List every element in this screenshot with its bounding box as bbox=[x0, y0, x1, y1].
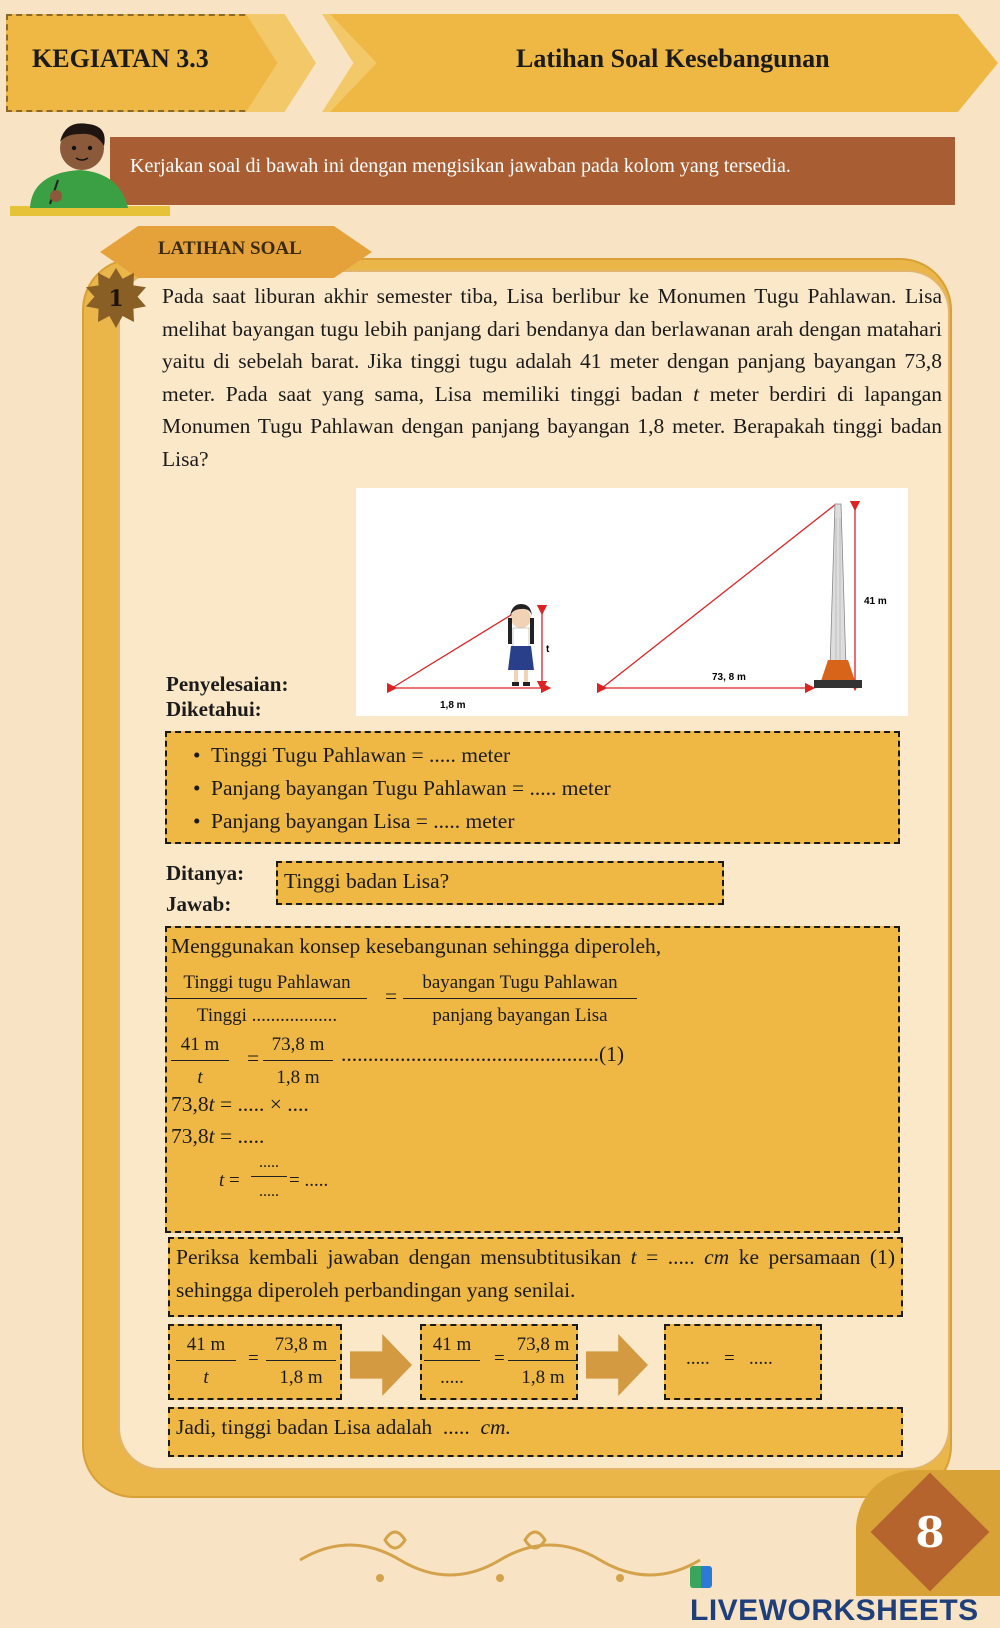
t-solution-fraction[interactable] bbox=[251, 1154, 287, 1201]
girl-sun-ray bbox=[392, 612, 516, 688]
check-text-a: Periksa kembali jawaban dengan mensubtitusikan bbox=[176, 1245, 631, 1269]
fraction-denominator: t bbox=[197, 1067, 203, 1088]
simplified-line[interactable] bbox=[171, 1124, 264, 1149]
known-item-lisa-shadow[interactable]: • Panjang bayangan Lisa = ..... meter bbox=[193, 805, 898, 838]
fraction-numerator: 41 m bbox=[171, 1034, 229, 1061]
rhs: = ..... bbox=[214, 1124, 265, 1148]
section-tag-label: LATIHAN SOAL bbox=[158, 238, 302, 259]
tugu-shadow-label: 73, 8 m bbox=[712, 672, 746, 683]
fraction-denominator[interactable]: Tinggi .................. bbox=[196, 1005, 338, 1026]
fraction-denominator: 1,8 m bbox=[521, 1367, 565, 1388]
fraction-denominator: t bbox=[203, 1367, 209, 1388]
girl-shadow-label: 1,8 m bbox=[440, 700, 466, 711]
conclusion-unit: cm. bbox=[480, 1415, 511, 1439]
known-box bbox=[165, 731, 900, 844]
tugu-sun-ray bbox=[602, 504, 836, 688]
question-text-part2: meter berdiri di lapangan Monumen Tugu Pahlawan dengan panjang bayangan 1,8 meter. Berapakah tinggi badan Lisa? bbox=[162, 381, 943, 471]
step-result-ratio[interactable] bbox=[664, 1324, 822, 1400]
answer-box bbox=[165, 926, 900, 1233]
cross-multiply-line[interactable] bbox=[171, 1092, 309, 1117]
fraction-numerator: Tinggi tugu Pahlawan bbox=[167, 972, 367, 999]
penyelesaian-label: Penyelesaian: bbox=[166, 672, 289, 696]
t-solution-lhs bbox=[219, 1170, 240, 1192]
answer-intro: Menggunakan konsep kesebangunan sehingga diperoleh, bbox=[171, 934, 662, 958]
fraction-denominator: 1,8 m bbox=[279, 1367, 323, 1388]
variable: t bbox=[208, 1092, 215, 1116]
fraction-denominator[interactable]: ..... bbox=[259, 1183, 279, 1200]
ratio-41-t-fraction bbox=[171, 1034, 229, 1089]
question-number: 1 bbox=[108, 286, 124, 312]
equation-reference: ................................................(1) bbox=[341, 1042, 625, 1066]
diketahui-label: Diketahui: bbox=[166, 697, 262, 721]
question-variable: t bbox=[693, 381, 700, 406]
liveworksheets-icon bbox=[690, 1566, 712, 1588]
question-text-part1: Pada saat liburan akhir semester tiba, Lisa berlibur ke Monumen Tugu Pahlawan. Lisa melihat bayangan tugu lebih panjang dari bendanya dan berlawanan arah dengan matahari yaitu di sebelah barat. Jika tinggi tugu adalah 41 meter dengan panjang bayangan 73,8 meter. Pada saat yang sama, Lisa memiliki tinggi badan bbox=[162, 284, 942, 406]
equals-sign: = bbox=[385, 984, 398, 1008]
check-text-c: ke persamaan (1) sehingga diperoleh perbandingan yang senilai. bbox=[176, 1245, 895, 1302]
student-writing-icon bbox=[10, 118, 170, 224]
rhs: = ..... × .... bbox=[214, 1092, 309, 1116]
shadow-diagram bbox=[356, 488, 908, 716]
step-original-ratio bbox=[168, 1324, 342, 1400]
check-variable: t bbox=[630, 1245, 637, 1269]
ratio-height-fraction bbox=[167, 972, 367, 1027]
verification-box bbox=[168, 1237, 903, 1317]
conclusion-text[interactable]: Jadi, tinggi badan Lisa adalah ..... bbox=[176, 1415, 481, 1439]
asked-box: Tinggi badan Lisa? bbox=[276, 861, 724, 905]
equals: = bbox=[224, 1170, 240, 1191]
fraction-denominator: panjang bayangan Lisa bbox=[432, 1005, 608, 1026]
instruction-bar bbox=[110, 137, 955, 205]
instruction-text: Kerjakan soal di bawah ini dengan mengisikan jawaban pada kolom yang tersedia. bbox=[130, 155, 791, 177]
ditanya-label: Ditanya: bbox=[166, 861, 245, 885]
question-text bbox=[162, 280, 942, 475]
step-substituted-ratio bbox=[420, 1324, 578, 1400]
girl-figure bbox=[508, 604, 534, 686]
equals-sign: = bbox=[247, 1046, 260, 1070]
ratio-shadow-fraction bbox=[403, 972, 637, 1027]
jawab-label: Jawab: bbox=[166, 892, 232, 916]
fraction-numerator: bayangan Tugu Pahlawan bbox=[403, 972, 637, 999]
ratio-73-18-fraction bbox=[263, 1034, 333, 1089]
variable: t bbox=[208, 1124, 215, 1148]
variable: t bbox=[219, 1170, 225, 1191]
page-title: Latihan Soal Kesebangunan bbox=[516, 44, 830, 73]
result-blanks[interactable]: ..... = ..... bbox=[686, 1348, 773, 1369]
fraction-numerator: 73,8 m bbox=[266, 1334, 336, 1361]
t-solution-result[interactable]: = ..... bbox=[289, 1170, 329, 1191]
fraction-numerator: 41 m bbox=[176, 1334, 236, 1361]
activity-label: KEGIATAN 3.3 bbox=[32, 44, 209, 73]
coef: 73,8 bbox=[171, 1124, 209, 1148]
liveworksheets-logo bbox=[690, 1560, 1000, 1628]
tugu-height-label: 41 m bbox=[864, 596, 887, 607]
known-item-tugu-shadow[interactable]: • Panjang bayangan Tugu Pahlawan = ..... meter bbox=[193, 772, 898, 805]
fraction-numerator[interactable]: ..... bbox=[251, 1154, 287, 1177]
girl-height-label: t bbox=[546, 644, 550, 655]
fraction-numerator: 73,8 m bbox=[508, 1334, 578, 1361]
conclusion-box bbox=[168, 1407, 903, 1457]
fraction-numerator: 73,8 m bbox=[263, 1034, 333, 1061]
fraction-denominator: 1,8 m bbox=[276, 1067, 320, 1088]
equals-sign: = bbox=[248, 1348, 259, 1369]
coef: 73,8 bbox=[171, 1092, 209, 1116]
ornament-icon bbox=[290, 1520, 710, 1590]
fraction-numerator: 41 m bbox=[424, 1334, 480, 1361]
page-number: 8 bbox=[915, 1508, 945, 1557]
check-value-blank[interactable]: = ..... bbox=[636, 1245, 705, 1269]
fraction-denominator[interactable]: ..... bbox=[440, 1367, 464, 1388]
brand-text: LIVEWORKSHEETS bbox=[690, 1594, 979, 1627]
known-item-tugu-height[interactable]: • Tinggi Tugu Pahlawan = ..... meter bbox=[193, 739, 898, 772]
check-unit: cm bbox=[704, 1245, 730, 1269]
equals-sign: = bbox=[494, 1348, 505, 1369]
